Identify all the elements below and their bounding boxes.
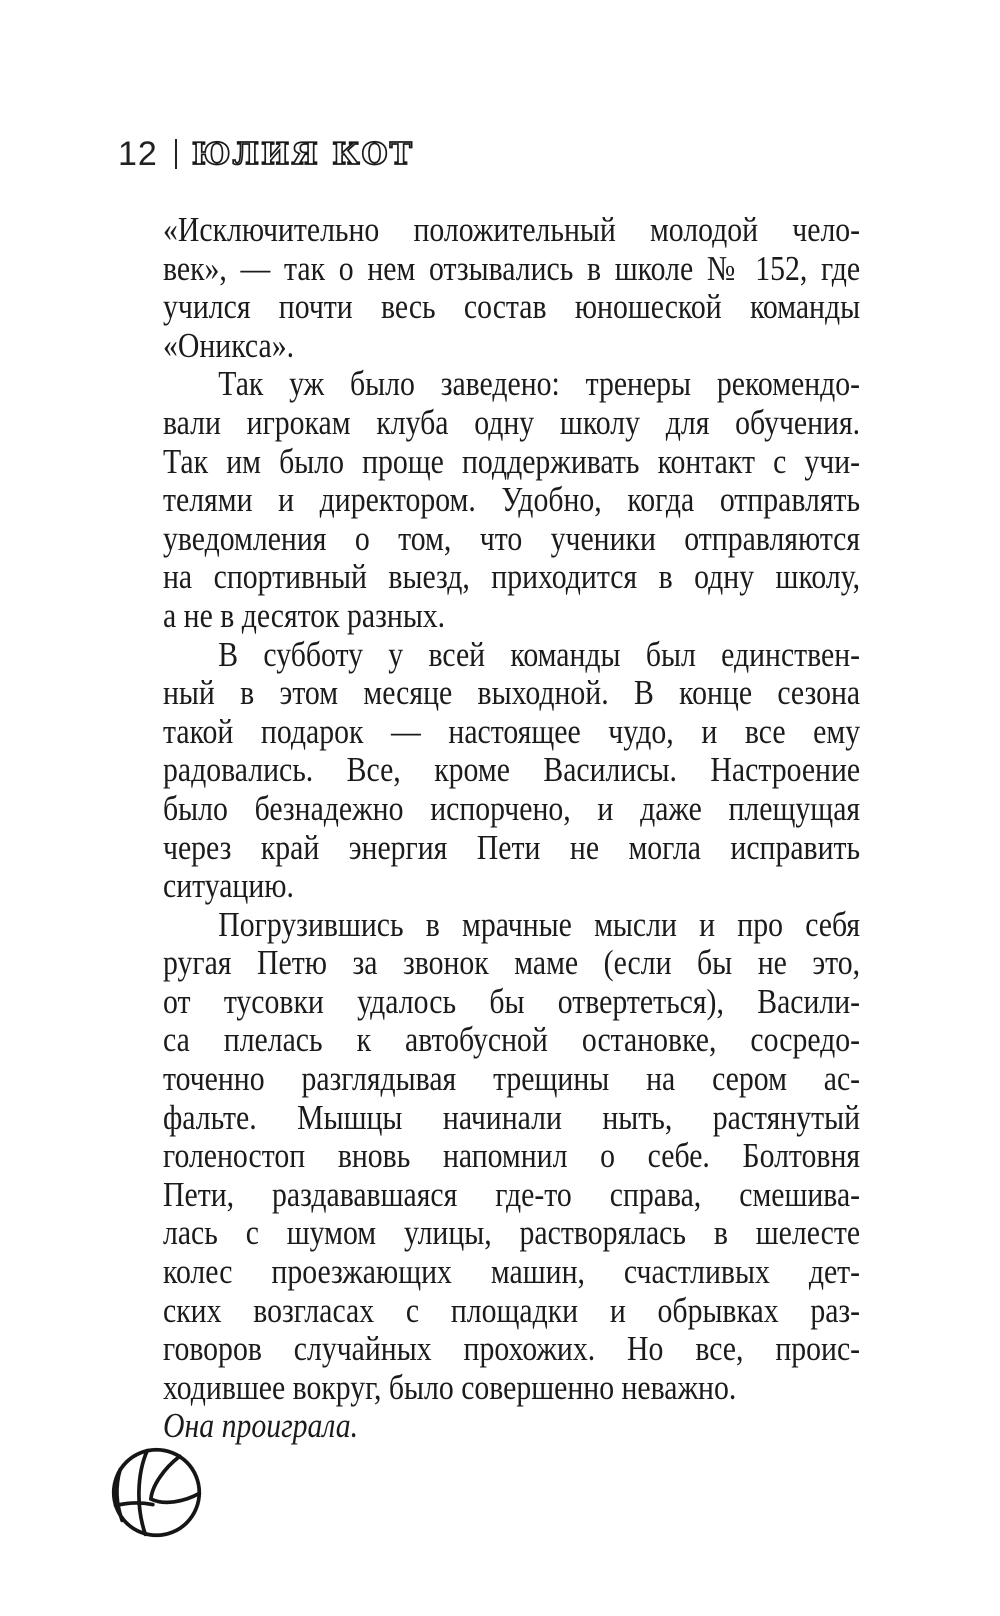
text-line: са плелась к автобусной остановке, сосредо- xyxy=(163,1020,861,1060)
author-header: ЮЛИЯ КОТ xyxy=(191,136,414,172)
page-header xyxy=(118,134,414,174)
text-line: телями и директором. Удобно, когда отправлять xyxy=(163,480,861,520)
text-line: Она проиграла. xyxy=(163,1406,359,1446)
text-line: было безнадежно испорчено, и даже плещущая xyxy=(163,788,861,828)
page-number: 12 xyxy=(118,134,158,173)
basketball-icon-svg xyxy=(110,1446,203,1539)
text-line: уведомления о том, что ученики отправляются xyxy=(163,518,861,558)
text-line: а не в десяток разных. xyxy=(163,595,446,635)
text-line: колес проезжающих машин, счастливых дет- xyxy=(163,1252,861,1292)
text-line: фальте. Мышцы начинали ныть, растянутый xyxy=(163,1097,861,1137)
text-line: ситуацию. xyxy=(163,866,294,906)
text-line: Так им было проще поддерживать контакт с учи- xyxy=(163,441,861,481)
text-line: голеностоп вновь напомнил о себе. Болтовня xyxy=(163,1136,861,1176)
text-block xyxy=(163,211,860,1446)
text-line: учился почти весь состав юношеской команды xyxy=(163,287,861,327)
text-line: ругая Петю за звонок маме (если бы не это, xyxy=(163,943,861,983)
text-line: лась с шумом улицы, растворялась в шелесте xyxy=(163,1213,861,1253)
text-line: Пети, раздававшаяся где-то справа, смешива- xyxy=(163,1174,861,1214)
text-line: ходившее вокруг, было совершенно неважно. xyxy=(163,1367,737,1407)
text-line: Так уж было заведено: тренеры рекомендо- xyxy=(218,364,861,404)
text-line: век», — так о нем отзывались в школе № 152, где xyxy=(163,248,861,288)
basketball-icon xyxy=(110,1446,203,1539)
text-line: «Исключительно положительный молодой чело- xyxy=(163,210,861,249)
text-line: на спортивный выезд, приходится в одну школу, xyxy=(163,557,861,597)
text-line: Погрузившись в мрачные мысли и про себя xyxy=(218,904,861,944)
text-line: В субботу у всей команды был единствен- xyxy=(218,634,861,674)
header-divider xyxy=(175,139,177,169)
text-line: через край энергия Пети не могла исправить xyxy=(163,827,861,867)
text-line: ских возгласах с площадки и обрывках раз- xyxy=(163,1290,861,1330)
text-line: «Оникса». xyxy=(163,325,295,365)
text-line: ный в этом месяце выходной. В конце сезона xyxy=(163,673,861,713)
text-line: вали игрокам клуба одну школу для обучения. xyxy=(163,402,861,442)
text-line: такой подарок — настоящее чудо, и все ему xyxy=(163,711,861,751)
text-line: от тусовки удалось бы отвертеться), Васили- xyxy=(163,981,861,1021)
text-line: радовались. Все, кроме Василисы. Настроение xyxy=(163,750,861,790)
text-line: точенно разглядывая трещины на сером ас- xyxy=(163,1059,861,1099)
text-line: говоров случайных прохожих. Но все, проис- xyxy=(163,1329,861,1369)
